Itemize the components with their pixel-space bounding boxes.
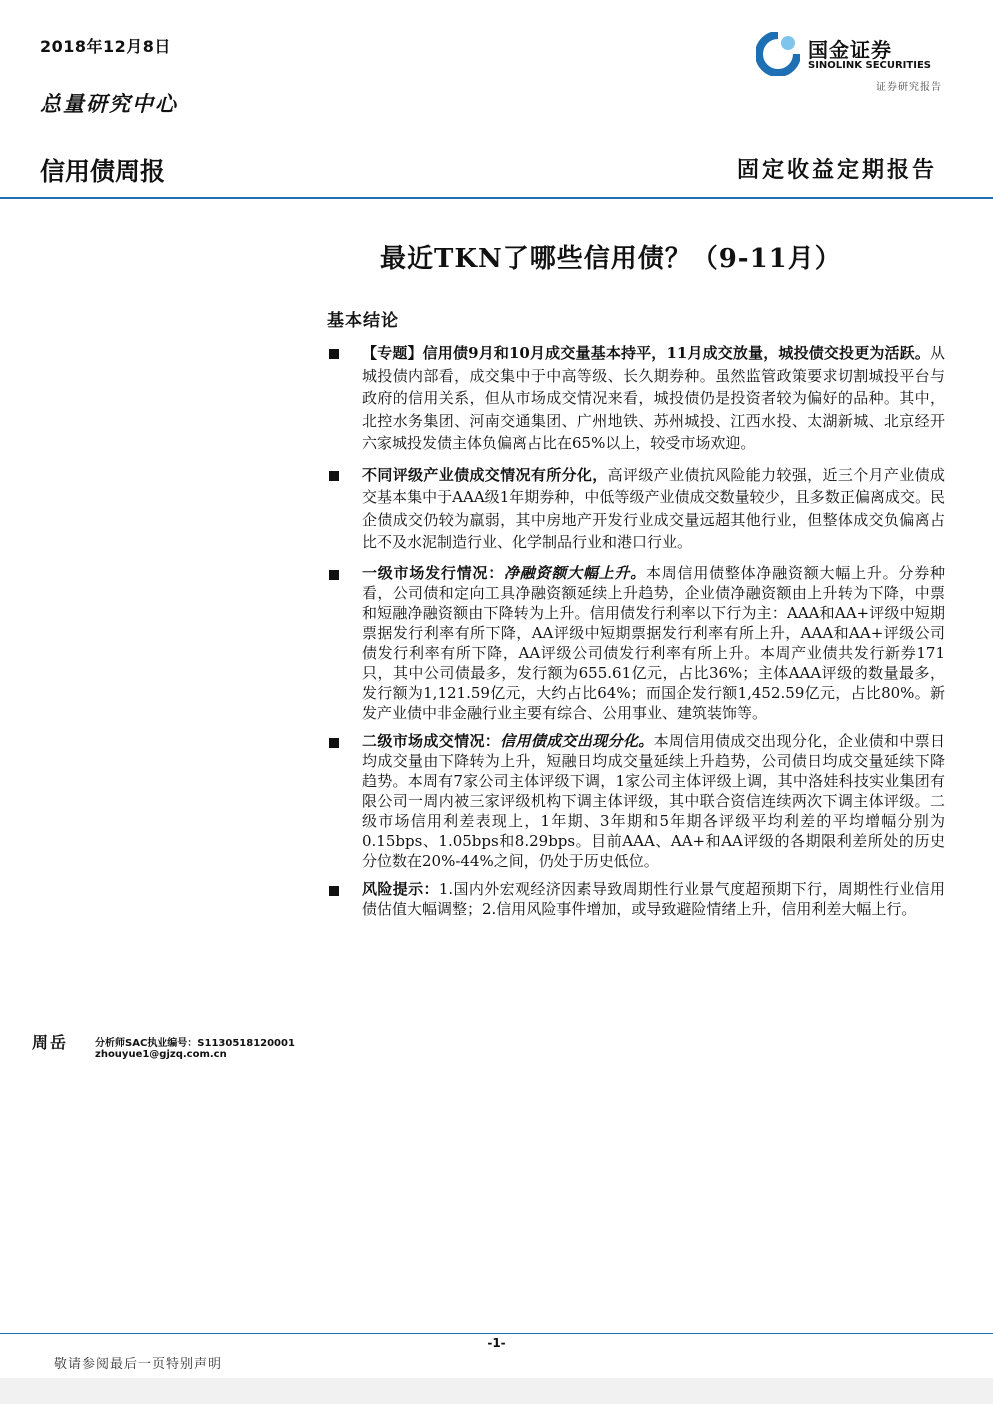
bullet-lead: 不同评级产业债成交情况有所分化， xyxy=(362,465,608,484)
conclusion-list xyxy=(327,342,945,919)
bullet-square-icon xyxy=(329,738,339,748)
company-logo xyxy=(756,32,946,94)
bullet-item xyxy=(327,342,945,455)
logo-en-text: SINOLINK SECURITIES xyxy=(808,60,931,71)
footer-band xyxy=(0,1378,993,1404)
bullet-square-icon xyxy=(329,570,339,580)
bullet-body: 高评级产业债抗风险能力较强，近三个月产业债成交基本集中于AAA级1年期券种，中低等级产业债成交数量较少，且多数正偏离成交。民企债成交仍较为羸弱，其中房地产开发行业成交量远超其他行业，但整体成交负偏离占比不及水泥制造行业、化学制品行业和港口行业。 xyxy=(362,465,945,551)
report-class: 固定收益定期报告 xyxy=(736,157,937,183)
report-title: 最近TKN了哪些信用债？（9-11月） xyxy=(380,244,842,274)
report-type: 信用债周报 xyxy=(40,157,166,186)
bullet-body: 1.国内外宏观经济因素导致周期性行业景气度超预期下行，周期性行业信用债估值大幅调整；2.信用风险事件增加，或导致避险情绪上升，信用利差大幅上行。 xyxy=(362,879,945,918)
disclaimer-note: 敬请参阅最后一页特别声明 xyxy=(54,1357,223,1372)
analyst-name: 周岳 xyxy=(32,1033,69,1052)
logo-subtitle: 证券研究报告 xyxy=(876,82,942,93)
bullet-lead: 二级市场成交情况： xyxy=(362,731,501,750)
logo-mark-icon xyxy=(756,32,800,76)
report-date: 2018年12月8日 xyxy=(40,37,171,56)
bullet-body: 从城投债内部看，成交集中于中高等级、长久期券种。虽然监管政策要求切割城投平台与政府的信用关系，但从市场成交情况来看，城投债仍是投资者较为偏好的品种。其中，北控水务集团、河南交通集团、广州地铁、苏州城投、江西水投、太湖新城、北京经开六家城投发债主体负偏离占比在65%以上，较受市场欢迎。 xyxy=(362,344,945,452)
analyst-email[interactable]: zhouyue1@gjzq.com.cn xyxy=(95,1049,227,1060)
footer-rule xyxy=(0,1333,993,1334)
research-center: 总量研究中心 xyxy=(40,91,178,116)
bullet-square-icon xyxy=(329,471,339,481)
bullet-item xyxy=(327,731,945,871)
logo-cn-text: 国金证券 xyxy=(808,38,892,62)
bullet-lead: 风险提示： xyxy=(362,879,439,898)
header-rule xyxy=(0,197,993,199)
section-heading: 基本结论 xyxy=(327,311,399,331)
bullet-item xyxy=(327,879,945,919)
analyst-credential: 分析师SAC执业编号：S1130518120001 xyxy=(95,1038,295,1049)
bullet-lead-emphasis: 信用债成交出现分化。 xyxy=(500,731,654,750)
bullet-item xyxy=(327,563,945,723)
page-number: -1- xyxy=(487,1336,506,1350)
bullet-lead: 【专题】信用债9月和10月成交量基本持平，11月成交放量，城投债交投更为活跃。 xyxy=(362,344,930,362)
bullet-square-icon xyxy=(329,886,339,896)
bullet-item xyxy=(327,464,945,554)
bullet-body: 本周信用债整体净融资额大幅上升。分券种看，公司债和定向工具净融资额延续上升趋势，企业债净融资额由上升转为下降，中票和短融净融资额由下降转为上升。信用债发行利率以下行为主：AAA和AA+评级中短期票据发行利率有所下降，AA评级中短期票据发行利率有所上升，AAA和AA+评级公司债发行利率有所下降，AA评级公司债发行利率有所上升。本周产业债共发行新券171只，其中公司债最多，发行额为655.61亿元，占比36%；主体AAA评级的数量最多，发行额为1,121.59亿元，大约占比64%；而国企发行额1,452.59亿元，占比80%。新发产业债中非金融行业主要有综合、公用事业、建筑装饰等。 xyxy=(362,563,945,722)
bullet-lead: 一级市场发行情况： xyxy=(362,563,504,582)
bullet-square-icon xyxy=(329,349,339,359)
bullet-body: 本周信用债成交出现分化，企业债和中票日均成交量由下降转为上升，短融日均成交量延续上升趋势，公司债日均成交量延续下降趋势。本周有7家公司主体评级下调，1家公司主体评级上调，其中洛娃科技实业集团有限公司一周内被三家评级机构下调主体评级，其中联合资信连续两次下调主体评级。二级市场信用利差表现上，1年期、3年期和5年期各评级平均利差的平均增幅分别为0.15bps、1.05bps和8.29bps。目前AAA、AA+和AA评级的各期限利差所处的历史分位数在20%-44%之间，仍处于历史低位。 xyxy=(362,731,945,870)
bullet-lead-emphasis: 净融资额大幅上升。 xyxy=(504,563,646,582)
